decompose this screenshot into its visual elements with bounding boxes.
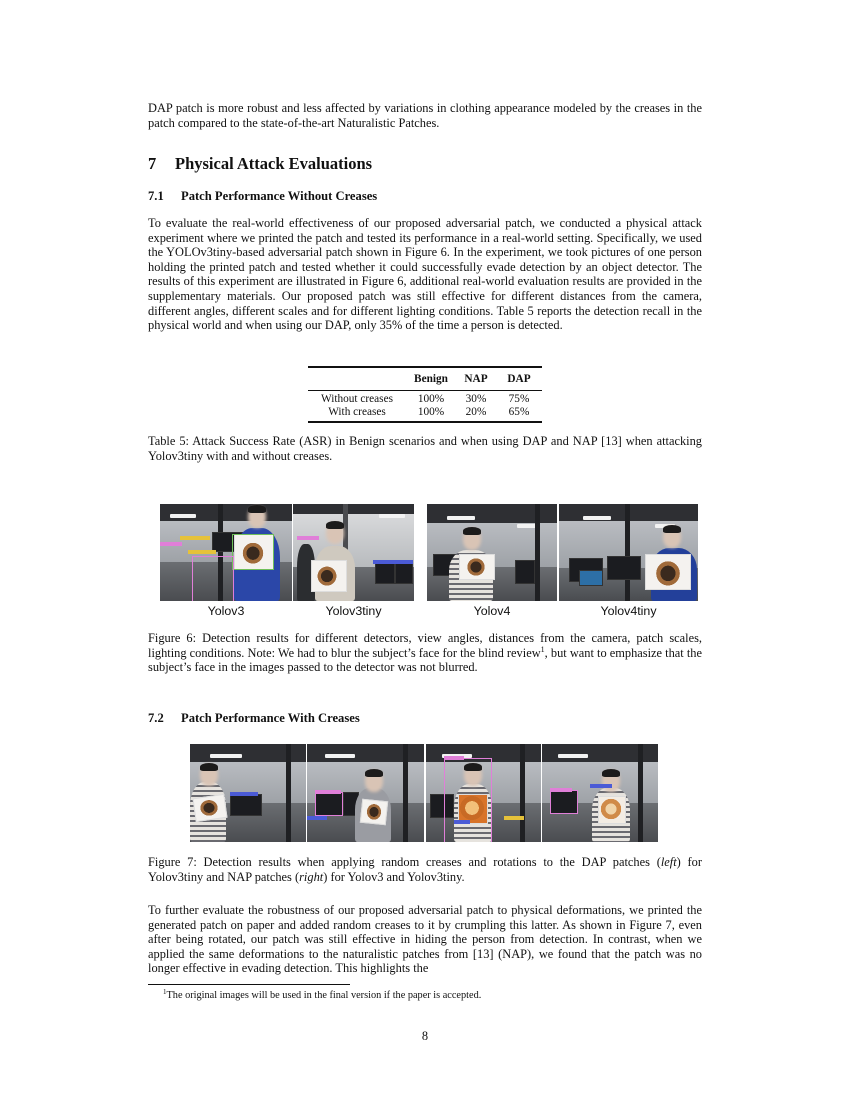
figure-7-image-nap-2 bbox=[542, 744, 658, 842]
figure-6-caption bbox=[148, 631, 702, 675]
table-cell: 30% bbox=[465, 393, 487, 406]
footnote-mark: 1 bbox=[163, 988, 167, 996]
subsection-heading-7-2 bbox=[148, 711, 360, 726]
table-header-cell: DAP bbox=[507, 372, 531, 385]
subsection-heading-7-1 bbox=[148, 189, 377, 204]
paragraph-7-1: To evaluate the real-world effectiveness of our proposed adversarial patch, we conducted a physical attack experiment where we printed the patch and tested its performance in a real-world setting. Specifically, we used the YOLOv3tiny-based adversarial patch shown in Figure 6. In the experiment, we took pictures of one person holding the printed patch and tested whether it could successfully evade detection by an object detector. The results of this experiment are illustrated in Figure 6, additional real-world evaluation results are provided in the supplementary materials. Our proposed patch was still effective for different distances from the camera, different angles, different scales and for different lighting conditions. Table 5 reports the detection recall in the physical world and when using our DAP, only 35% of the time a person is detected. bbox=[148, 216, 702, 333]
intro-paragraph: DAP patch is more robust and less affected by variations in clothing appearance modeled by the creases in the patch compared to the state-of-the-art Naturalistic Patches. bbox=[148, 101, 702, 130]
figure-7-image-dap-1 bbox=[190, 744, 306, 842]
section-number: 7 bbox=[148, 154, 157, 173]
table-cell: With creases bbox=[328, 406, 386, 419]
figure-6-caption-text: Figure 6: Detection results for different detectors, view angles, distances from the camera, patch scales, lighting conditions. Note: We had to blur the subject’s face for the blind review bbox=[148, 631, 702, 660]
table-cell: 20% bbox=[465, 406, 487, 419]
table-cell: Without creases bbox=[320, 393, 393, 406]
subsection-number: 7.1 bbox=[148, 189, 164, 203]
figure-6-label-yolov4tiny: Yolov4tiny bbox=[600, 604, 657, 618]
table-header-cell bbox=[308, 373, 406, 386]
subsection-number: 7.2 bbox=[148, 711, 164, 725]
subsection-title: Patch Performance Without Creases bbox=[181, 189, 378, 203]
table-row bbox=[308, 393, 542, 406]
footnote bbox=[163, 988, 481, 1001]
figure-7-caption-left: left bbox=[660, 855, 677, 869]
figure-7-caption-text: ) for Yolov3tiny and NAP patches ( bbox=[148, 855, 703, 884]
table-cell: 100% bbox=[417, 393, 445, 406]
paragraph-7-2: To further evaluate the robustness of our proposed adversarial patch to physical deformations, we printed the generated patch on paper and added random creases to it by crumpling this latter. As shown in Figure 7, even after being rotated, our patch was still effective in hiding the person from detection. In contrast, when we applied the same deformations to the naturalistic patches from [13] (NAP), we found that the patch was no longer effective in evading detection. This highlights the bbox=[148, 903, 702, 976]
section-title: Physical Attack Evaluations bbox=[175, 154, 373, 173]
table-cell: 65% bbox=[508, 406, 530, 419]
figure-6-image-yolov4 bbox=[427, 504, 557, 601]
figure-7-caption-text: Figure 7: Detection results when applying random creases and rotations to the DAP patches ( bbox=[148, 855, 661, 869]
table-5 bbox=[308, 366, 542, 423]
figure-6-label-yolov4: Yolov4 bbox=[473, 604, 511, 618]
figure-6-image-yolov4tiny bbox=[559, 504, 698, 601]
table-bottom-rule bbox=[308, 421, 542, 423]
figure-6-label-yolov3tiny: Yolov3tiny bbox=[325, 604, 382, 618]
table-header-cell: NAP bbox=[464, 372, 488, 385]
table-cell: 100% bbox=[417, 406, 445, 419]
figure-6-image-yolov3 bbox=[160, 504, 292, 601]
table-header-row bbox=[308, 368, 542, 390]
figure-6-caption-text-cont: , but want to emphasize that the subject’s face in the images passed to the detector was not blurred. bbox=[148, 645, 703, 675]
subsection-title: Patch Performance With Creases bbox=[181, 711, 360, 725]
figure-6-label-yolov3: Yolov3 bbox=[207, 604, 245, 618]
table-row bbox=[308, 406, 542, 419]
figure-7-caption bbox=[148, 855, 702, 884]
figure-7-caption-text: ) for Yolov3 and Yolov3tiny. bbox=[323, 869, 465, 884]
footnote-ref: 1 bbox=[540, 644, 545, 654]
figure-7-image-dap-2 bbox=[307, 744, 424, 842]
table-5-caption: Table 5: Attack Success Rate (ASR) in Benign scenarios and when using DAP and NAP [13] when attacking Yolov3tiny with and without creases. bbox=[148, 434, 702, 463]
footnote-text: The original images will be used in the final version if the paper is accepted. bbox=[166, 990, 482, 1001]
figure-6-image-yolov3tiny bbox=[293, 504, 414, 601]
figure-7-image-nap-1 bbox=[426, 744, 541, 842]
section-heading bbox=[148, 154, 372, 174]
page-number: 8 bbox=[421, 1029, 429, 1043]
table-cell: 75% bbox=[508, 393, 530, 406]
table-header-cell: Benign bbox=[414, 372, 448, 385]
figure-7-caption-right: right bbox=[299, 869, 324, 884]
footnote-rule bbox=[148, 984, 350, 985]
